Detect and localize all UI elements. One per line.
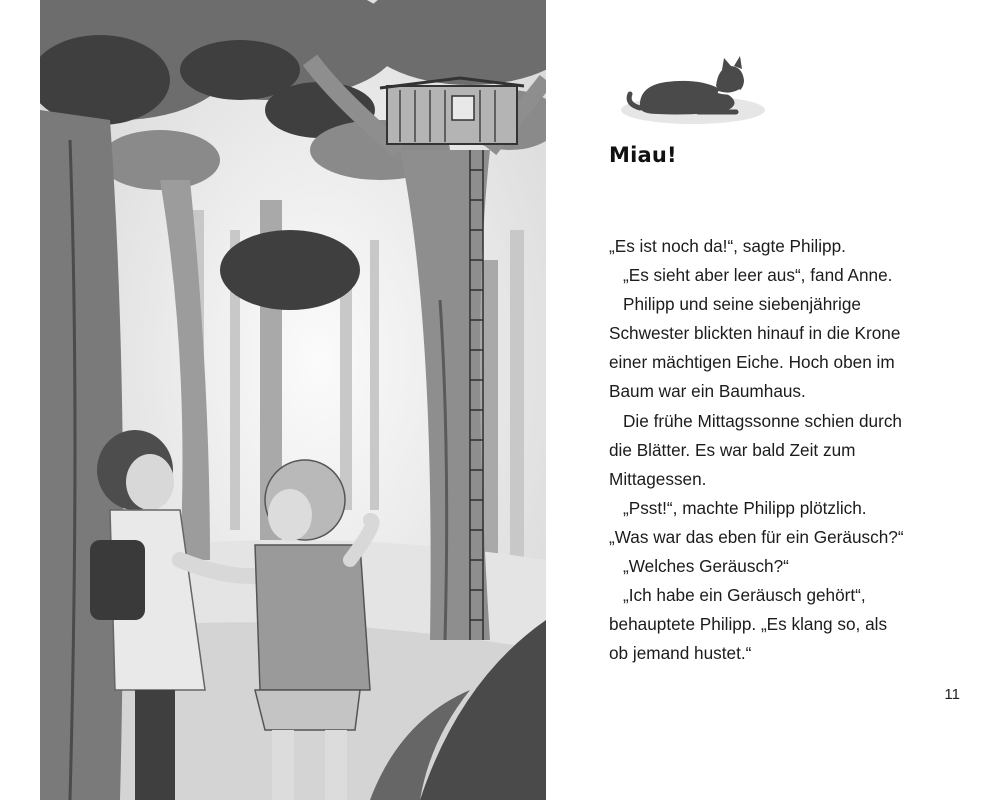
chapter-title: Miau!: [609, 143, 677, 167]
story-line: „Was war das eben für ein Geräusch?“: [609, 526, 904, 547]
story-line: ob jemand hustet.“: [609, 643, 752, 664]
cat-illustration: [618, 52, 768, 130]
story-line: „Psst!“, machte Philipp plötzlich.: [623, 497, 867, 518]
page-number: 11: [944, 686, 960, 703]
story-line: „Ich habe ein Geräusch gehört“,: [623, 585, 866, 606]
forest-treehouse-illustration: [40, 0, 546, 800]
illustration-icon: [40, 0, 546, 800]
story-line: „Welches Geräusch?“: [623, 556, 789, 577]
story-line: Baum war ein Baumhaus.: [609, 381, 806, 402]
story-line: „Es ist noch da!“, sagte Philipp.: [609, 236, 846, 256]
story-text: [609, 232, 969, 668]
story-line: einer mächtigen Eiche. Hoch oben im: [609, 352, 895, 373]
story-line: Mittagessen.: [609, 468, 707, 489]
story-line: die Blätter. Es war bald Zeit zum: [609, 439, 856, 460]
story-line: „Es sieht aber leer aus“, fand Anne.: [623, 265, 893, 286]
story-line: behauptete Philipp. „Es klang so, als: [609, 614, 888, 635]
cat-icon: [618, 52, 768, 130]
story-line: Philipp und seine siebenjährige: [623, 294, 861, 315]
story-line: Die frühe Mittagssonne schien durch: [623, 410, 902, 431]
story-line: Schwester blickten hinauf in die Krone: [609, 323, 901, 344]
